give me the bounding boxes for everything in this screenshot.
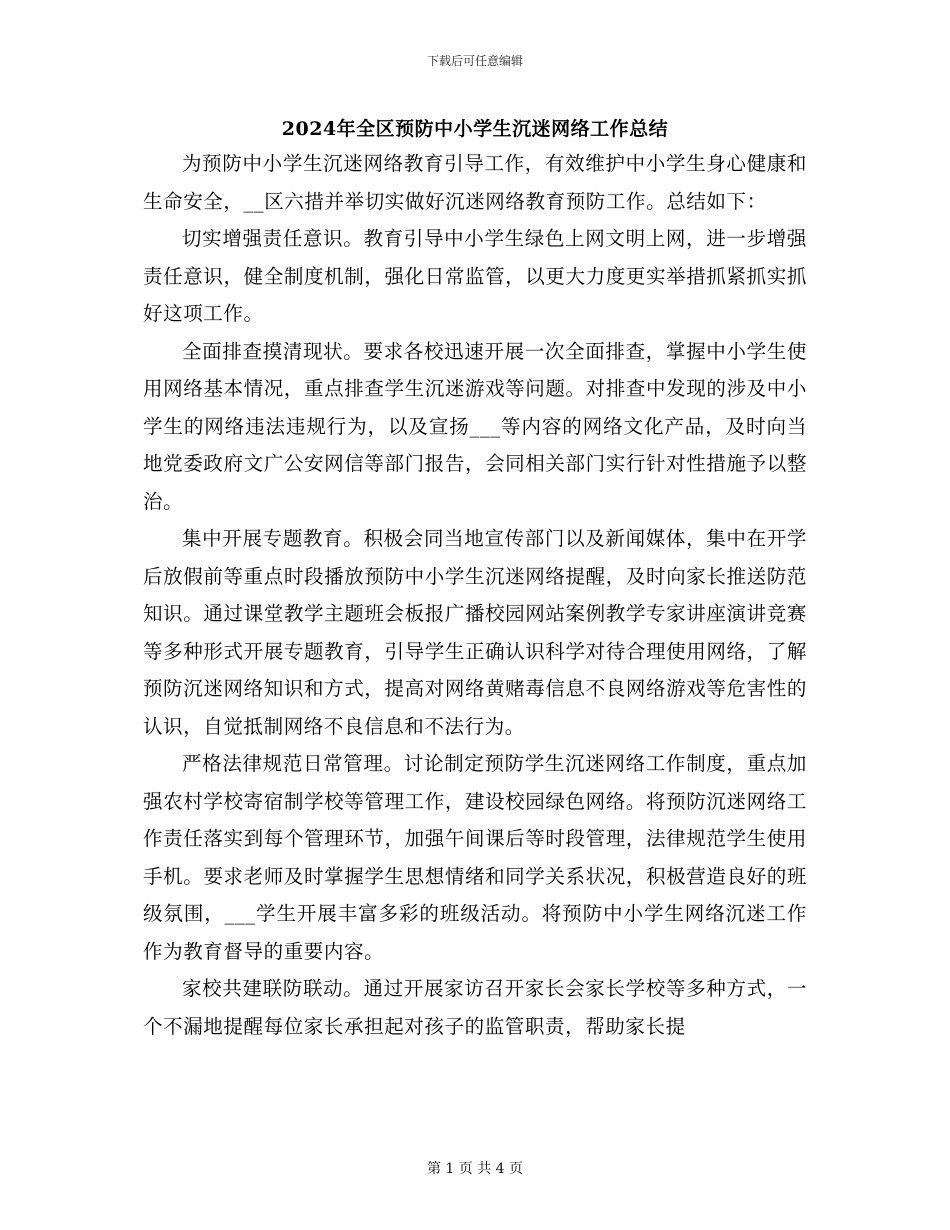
document-title: 2024年全区预防中小学生沉迷网络工作总结 [281,118,669,140]
paragraph-management: 严格法律规范日常管理。讨论制定预防学生沉迷网络工作制度，重点加强农村学校寄宿制学校等管理工作，建设校园绿色网络。将预防沉迷网络工作责任落实到每个管理环节，加强午间课后等时段管理，法律规范学生使用手机。要求老师及时掌握学生思想情绪和同学关系状况，积极营造良好的班级氛围，___学生开展丰富多彩的班级活动。将预防中小学生网络沉迷工作作为教育督导的重要内容。 [143,752,807,963]
paragraph-responsibility: 切实增强责任意识。教育引导中小学生绿色上网文明上网，进一步增强责任意识，健全制度机制，强化日常监管，以更大力度更实举措抓紧抓实抓好这项工作。 [143,227,807,325]
paragraph-intro: 为预防中小学生沉迷网络教育引导工作，有效维护中小学生身心健康和生命安全，__区六措并举切实做好沉迷网络教育预防工作。总结如下： [143,152,807,213]
paragraph-home-school: 家校共建联防联动。通过开展家访召开家长会家长学校等多种方式，一个不漏地提醒每位家长承担起对孩子的监管职责，帮助家长提 [143,977,807,1038]
page-header-note: 下载后可任意编辑 [426,54,523,68]
document-body [143,145,807,1045]
paragraph-investigation: 全面排查摸清现状。要求各校迅速开展一次全面排查，掌握中小学生使用网络基本情况，重点排查学生沉迷游戏等问题。对排查中发现的涉及中小学生的网络违法违规行为，以及宣扬___等内容的网络文化产品，及时向当地党委政府文广公安网信等部门报告，会同相关部门实行针对性措施予以整治。 [143,339,807,513]
paragraph-education: 集中开展专题教育。积极会同当地宣传部门以及新闻媒体，集中在开学后放假前等重点时段播放预防中小学生沉迷网络提醒，及时向家长推送防范知识。通过课堂教学主题班会板报广播校园网站案例教学专家讲座演讲竞赛等多种形式开展专题教育，引导学生正确认识科学对待合理使用网络，了解预防沉迷网络知识和方式，提高对网络黄赌毒信息不良网络游戏等危害性的认识，自觉抵制网络不良信息和不法行为。 [143,527,807,738]
page-number: 第 1 页 共 4 页 [426,1161,524,1177]
